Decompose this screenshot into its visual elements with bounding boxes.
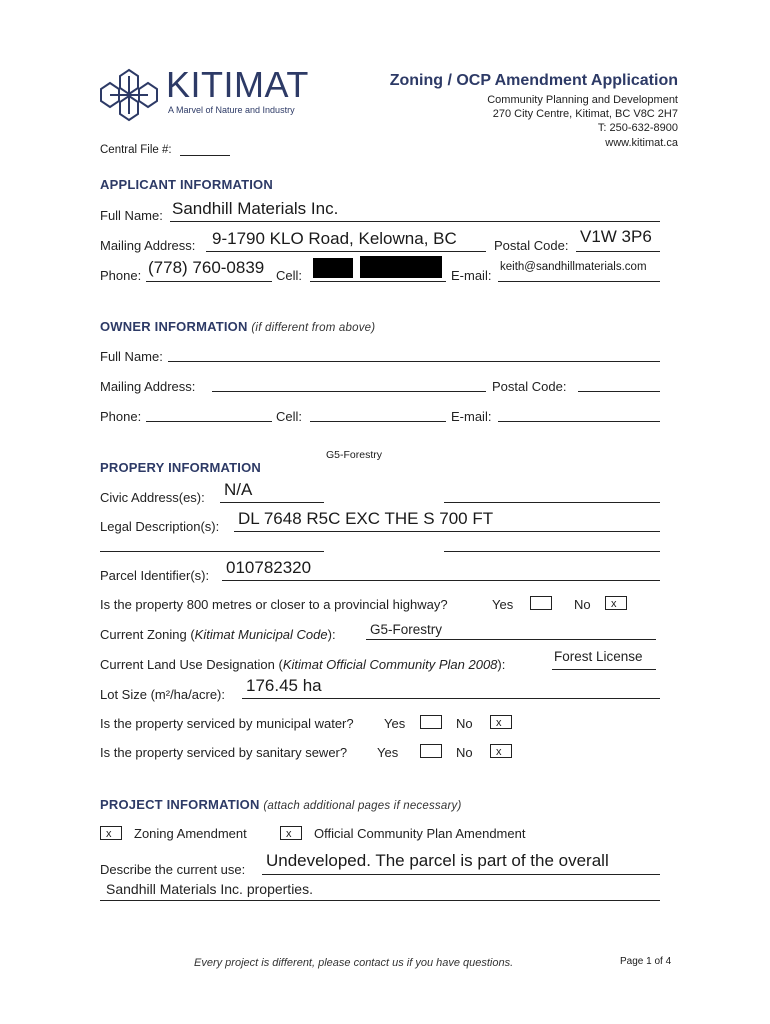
legal-description-field-2[interactable] xyxy=(100,551,324,552)
lot-size-value: 176.45 ha xyxy=(246,676,322,695)
applicant-phone-label: Phone: xyxy=(100,268,142,283)
applicant-postal-value: V1W 3P6 xyxy=(580,227,652,246)
project-heading-note: (attach additional pages if necessary) xyxy=(263,800,462,812)
sewer-no-label: No xyxy=(456,745,473,760)
highway-yes-label: Yes xyxy=(492,597,514,612)
owner-heading-note: (if different from above) xyxy=(251,322,376,334)
current-use-field[interactable] xyxy=(262,874,660,875)
form-title: Zoning / OCP Amendment Application xyxy=(389,72,678,89)
sewer-yes-label: Yes xyxy=(377,745,399,760)
kitimat-snowflake-logo-icon xyxy=(98,66,160,124)
owner-cell-field[interactable] xyxy=(310,421,446,422)
owner-mailing-label: Mailing Address: xyxy=(100,379,196,394)
zoning-amendment-checkbox[interactable]: x xyxy=(100,826,122,840)
dept-name: Community Planning and Development xyxy=(487,94,678,106)
applicant-postal-field[interactable] xyxy=(576,251,660,252)
office-website: www.kitimat.ca xyxy=(605,137,678,149)
footer-note: Every project is different, please contact us if you have questions. xyxy=(194,957,514,969)
sewer-no-checkbox[interactable]: x xyxy=(490,744,512,758)
central-file-field[interactable] xyxy=(180,155,230,156)
current-use-value-2: Sandhill Materials Inc. properties. xyxy=(106,881,313,897)
highway-no-checkbox[interactable]: x xyxy=(605,596,627,610)
project-heading xyxy=(100,797,461,812)
land-use-label-text: Current Land Use Designation ( xyxy=(100,657,283,672)
land-use-label-plan: Kitimat Official Community Plan 2008 xyxy=(282,657,498,672)
current-zoning-label xyxy=(100,627,336,642)
sewer-yes-checkbox[interactable] xyxy=(420,744,442,758)
highway-yes-checkbox[interactable] xyxy=(530,596,552,610)
current-use-label: Describe the current use: xyxy=(100,862,246,877)
civic-address-field-2[interactable] xyxy=(444,502,660,503)
owner-email-field[interactable] xyxy=(498,421,660,422)
water-no-checkbox[interactable]: x xyxy=(490,715,512,729)
current-zoning-label-code: Kitimat Municipal Code xyxy=(194,627,328,642)
owner-heading-text: OWNER INFORMATION xyxy=(100,319,248,334)
parcel-id-field[interactable] xyxy=(222,580,660,581)
highway-no-label: No xyxy=(574,597,591,612)
ocp-amendment-checkbox[interactable]: x xyxy=(280,826,302,840)
office-phone: T: 250-632-8900 xyxy=(597,122,678,134)
parcel-id-label: Parcel Identifier(s): xyxy=(100,568,210,583)
civic-address-value: N/A xyxy=(224,480,253,499)
central-file-label: Central File #: xyxy=(100,144,172,156)
current-zoning-label-end: ): xyxy=(327,627,336,642)
sewer-question: Is the property serviced by sanitary sewer? xyxy=(100,745,348,760)
property-stray-note: G5-Forestry xyxy=(326,449,383,461)
applicant-mailing-label: Mailing Address: xyxy=(100,238,196,253)
logo-tagline: A Marvel of Nature and Industry xyxy=(168,105,295,115)
office-address: 270 City Centre, Kitimat, BC V8C 2H7 xyxy=(492,108,678,120)
property-heading: PROPERY INFORMATION xyxy=(100,460,262,475)
applicant-phone-field[interactable] xyxy=(146,281,272,282)
land-use-field[interactable] xyxy=(552,669,656,670)
current-use-field-2[interactable] xyxy=(100,900,660,901)
applicant-name-value: Sandhill Materials Inc. xyxy=(172,199,339,218)
ocp-amendment-label: Official Community Plan Amendment xyxy=(314,826,526,841)
lot-size-field[interactable] xyxy=(242,698,660,699)
zoning-amendment-label: Zoning Amendment xyxy=(134,826,247,841)
water-yes-label: Yes xyxy=(384,716,406,731)
land-use-label-end: ): xyxy=(497,657,506,672)
redaction-block xyxy=(313,258,353,278)
water-question: Is the property serviced by municipal water? xyxy=(100,716,354,731)
owner-cell-label: Cell: xyxy=(276,409,303,424)
applicant-cell-label: Cell: xyxy=(276,268,303,283)
legal-description-value: DL 7648 R5C EXC THE S 700 FT xyxy=(238,509,494,528)
owner-email-label: E-mail: xyxy=(451,409,492,424)
owner-name-label: Full Name: xyxy=(100,349,163,364)
applicant-cell-field[interactable] xyxy=(310,281,446,282)
page-number: Page 1 of 4 xyxy=(620,956,672,967)
owner-postal-field[interactable] xyxy=(578,391,660,392)
applicant-mailing-value: 9-1790 KLO Road, Kelowna, BC xyxy=(212,229,457,248)
applicant-name-label: Full Name: xyxy=(100,208,163,223)
project-heading-text: PROJECT INFORMATION xyxy=(100,797,260,812)
owner-postal-label: Postal Code: xyxy=(492,379,567,394)
current-zoning-field[interactable] xyxy=(366,639,656,640)
applicant-mailing-field[interactable] xyxy=(206,251,486,252)
lot-size-label: Lot Size (m²/ha/acre): xyxy=(100,687,225,702)
current-zoning-value: G5-Forestry xyxy=(370,622,443,637)
legal-description-label: Legal Description(s): xyxy=(100,519,220,534)
owner-heading xyxy=(100,319,375,334)
applicant-postal-label: Postal Code: xyxy=(494,238,569,253)
land-use-value: Forest License xyxy=(554,649,643,664)
applicant-email-label: E-mail: xyxy=(451,268,492,283)
legal-description-field[interactable] xyxy=(234,531,660,532)
applicant-heading: APPLICANT INFORMATION xyxy=(100,177,273,192)
civic-address-label: Civic Address(es): xyxy=(100,490,205,505)
logo-wordmark: KITIMAT xyxy=(166,64,309,105)
current-zoning-label-text: Current Zoning ( xyxy=(100,627,195,642)
current-use-value-1: Undeveloped. The parcel is part of the overall xyxy=(266,851,609,870)
applicant-email-field[interactable] xyxy=(498,281,660,282)
water-no-label: No xyxy=(456,716,473,731)
redaction-block xyxy=(360,256,442,278)
owner-name-field[interactable] xyxy=(168,361,660,362)
legal-description-field-3[interactable] xyxy=(444,551,660,552)
highway-question: Is the property 800 metres or closer to a provincial highway? xyxy=(100,597,448,612)
owner-mailing-field[interactable] xyxy=(212,391,486,392)
land-use-label xyxy=(100,657,505,672)
owner-phone-label: Phone: xyxy=(100,409,142,424)
civic-address-field[interactable] xyxy=(220,502,324,503)
water-yes-checkbox[interactable] xyxy=(420,715,442,729)
applicant-email-value: keith@sandhillmaterials.com xyxy=(500,261,647,273)
parcel-id-value: 010782320 xyxy=(226,558,312,577)
owner-phone-field[interactable] xyxy=(146,421,272,422)
applicant-name-field[interactable] xyxy=(170,221,660,222)
applicant-phone-value: (778) 760-0839 xyxy=(148,258,265,277)
